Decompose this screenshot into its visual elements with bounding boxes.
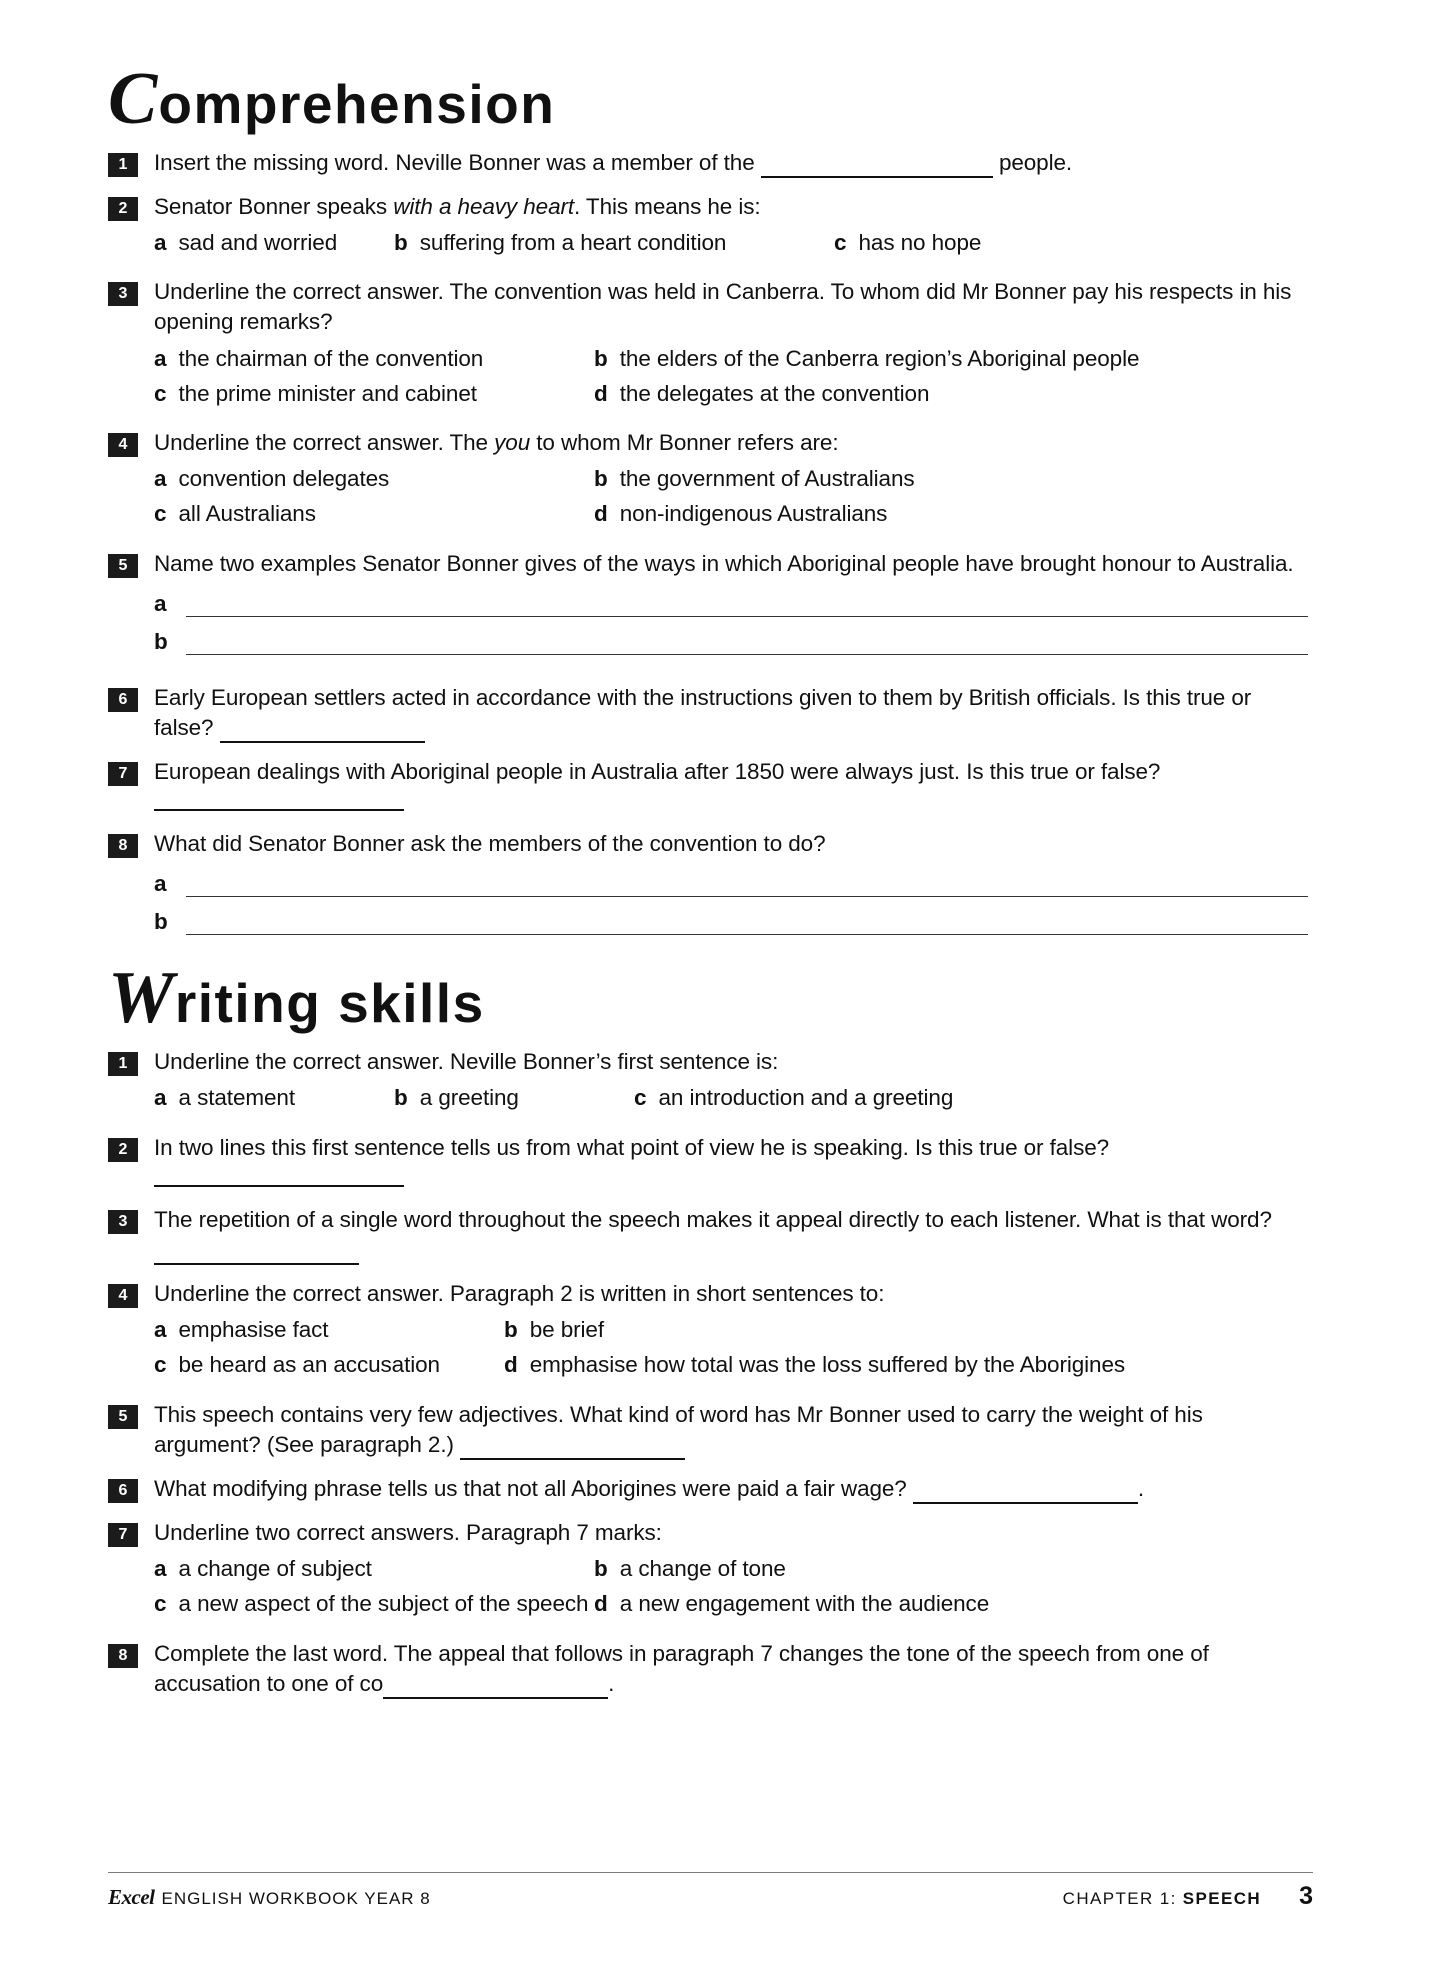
option-label: all Australians <box>178 501 316 527</box>
option-label: convention delegates <box>178 466 390 492</box>
option-label: be brief <box>529 1317 604 1343</box>
question-body <box>154 1133 1308 1191</box>
option-row <box>154 228 1308 257</box>
option-b[interactable] <box>504 1315 604 1344</box>
question-item <box>108 1639 1308 1699</box>
option-b[interactable] <box>594 464 915 493</box>
question-text <box>154 428 1308 458</box>
option-label: a new engagement with the audience <box>619 1591 990 1617</box>
option-letter: a <box>154 466 167 492</box>
option-row <box>154 499 1308 528</box>
option-letter: d <box>594 380 608 406</box>
option-row <box>154 1083 1308 1112</box>
answer-line <box>154 629 1308 655</box>
option-label: the chairman of the convention <box>178 345 484 371</box>
question-body <box>154 1205 1308 1265</box>
option-c[interactable] <box>154 1589 594 1618</box>
option-row <box>154 1315 1308 1344</box>
answer-rule[interactable] <box>186 634 1308 655</box>
question-item <box>108 277 1308 414</box>
question-item <box>108 1518 1308 1625</box>
question-number: 3 <box>108 1210 138 1234</box>
question-text-before: Complete the last word. The appeal that follows in paragraph 7 changes the tone of the speech from one of accusation to one of co <box>154 1640 1209 1696</box>
question-text-before: What modifying phrase tells us that not all Aborigines were paid a fair wage? <box>154 1475 907 1501</box>
question-text-before: Early European settlers acted in accordance with the instructions given to them by British officials. Is this true or false? <box>154 684 1252 740</box>
option-label: suffering from a heart condition <box>419 230 727 256</box>
question-text-italic: with a heavy heart <box>393 193 575 219</box>
question-text: What did Senator Bonner ask the members of the convention to do? <box>154 831 826 857</box>
option-label: a change of tone <box>619 1556 786 1582</box>
question-text-after: . <box>1137 1475 1145 1501</box>
section-heading-writing-skills <box>108 957 1308 1040</box>
footer-content <box>108 1882 1313 1911</box>
option-label: be heard as an accusation <box>178 1352 440 1378</box>
option-c[interactable] <box>154 379 594 408</box>
question-text-before: Senator Bonner speaks <box>154 193 388 219</box>
question-body <box>154 1639 1308 1699</box>
option-b[interactable] <box>594 344 1139 373</box>
question-body <box>154 277 1308 414</box>
option-a[interactable] <box>154 1083 394 1112</box>
question-number: 8 <box>108 1644 138 1668</box>
option-row <box>154 344 1308 373</box>
book-title: ENGLISH WORKBOOK YEAR 8 <box>161 1889 431 1908</box>
question-body <box>154 148 1308 178</box>
page-footer <box>108 1872 1313 1911</box>
question-number: 4 <box>108 1284 138 1308</box>
option-group <box>154 1315 1308 1380</box>
option-d[interactable] <box>594 1589 989 1618</box>
question-item <box>108 549 1308 655</box>
option-letter: b <box>504 1317 518 1343</box>
fill-in-blank[interactable] <box>383 1677 608 1699</box>
option-letter: a <box>154 1556 167 1582</box>
option-label: the prime minister and cabinet <box>178 380 477 406</box>
question-item <box>108 1279 1308 1386</box>
question-text-after: . <box>608 1670 615 1696</box>
question-text-after: . This means he is: <box>574 193 761 219</box>
option-c[interactable] <box>834 228 981 257</box>
answer-letter: a <box>154 871 167 897</box>
option-d[interactable] <box>594 379 929 408</box>
question-body <box>154 1400 1308 1460</box>
option-group <box>154 228 1308 257</box>
question-text <box>154 1400 1308 1460</box>
option-letter: c <box>154 1591 167 1617</box>
option-label: non-indigenous Australians <box>619 501 888 527</box>
answer-rule[interactable] <box>186 914 1308 935</box>
drop-cap-w: W <box>108 957 174 1040</box>
question-text: European dealings with Aboriginal people in Australia after 1850 were always just. Is this true or false? <box>154 759 1161 785</box>
question-item <box>108 829 1308 935</box>
option-letter: b <box>594 1556 608 1582</box>
option-letter: d <box>594 1591 608 1617</box>
option-label: a greeting <box>419 1085 519 1111</box>
answer-rule[interactable] <box>154 1179 404 1187</box>
option-letter: b <box>594 345 608 371</box>
question-body <box>154 757 1308 815</box>
option-label: emphasise fact <box>178 1317 329 1343</box>
option-letter: d <box>504 1352 518 1378</box>
question-text-before: Insert the missing word. Neville Bonner was a member of the <box>154 149 755 175</box>
question-text: Underline the correct answer. Paragraph 2 is written in short sentences to: <box>154 1280 885 1306</box>
option-group <box>154 464 1308 529</box>
footer-left <box>108 1885 431 1910</box>
question-text-after: people. <box>998 149 1073 175</box>
option-b[interactable] <box>594 1554 786 1583</box>
question-number: 6 <box>108 688 138 712</box>
footer-divider <box>108 1872 1313 1873</box>
answer-rule[interactable] <box>186 876 1308 897</box>
page-number: 3 <box>1299 1882 1313 1910</box>
option-c[interactable] <box>634 1083 953 1112</box>
spacer <box>108 669 1308 683</box>
section-heading-rest: riting skills <box>174 972 485 1035</box>
option-label: the delegates at the convention <box>619 380 930 406</box>
option-a[interactable] <box>154 344 594 373</box>
answer-line <box>154 591 1308 617</box>
question-body <box>154 1474 1308 1504</box>
question-number: 5 <box>108 1405 138 1429</box>
question-body <box>154 829 1308 935</box>
question-number: 1 <box>108 153 138 177</box>
question-body <box>154 428 1308 535</box>
question-text <box>154 1639 1308 1699</box>
option-label: the government of Australians <box>619 466 915 492</box>
question-number: 8 <box>108 834 138 858</box>
question-item <box>108 148 1308 178</box>
question-item <box>108 1474 1308 1504</box>
option-label: sad and worried <box>178 230 338 256</box>
question-text: Underline two correct answers. Paragraph 7 marks: <box>154 1520 662 1546</box>
question-number: 5 <box>108 554 138 578</box>
option-group <box>154 1554 1308 1619</box>
question-number: 2 <box>108 1138 138 1162</box>
option-row <box>154 464 1308 493</box>
option-letter: a <box>154 230 167 256</box>
brand-logo: Excel <box>108 1885 155 1909</box>
option-row <box>154 379 1308 408</box>
option-label: an introduction and a greeting <box>658 1085 954 1111</box>
question-text <box>154 148 1308 178</box>
question-text <box>154 192 1308 222</box>
question-item <box>108 428 1308 535</box>
question-item <box>108 757 1308 815</box>
question-number: 1 <box>108 1052 138 1076</box>
question-item <box>108 1400 1308 1460</box>
answer-line <box>154 871 1308 897</box>
question-item <box>108 683 1308 743</box>
question-body <box>154 192 1308 263</box>
question-body <box>154 1279 1308 1386</box>
option-row <box>154 1589 1308 1618</box>
answer-letter: b <box>154 909 168 935</box>
question-number: 6 <box>108 1479 138 1503</box>
option-label: has no hope <box>858 230 982 256</box>
option-letter: c <box>154 501 167 527</box>
page-content <box>108 58 1308 1713</box>
answer-rule[interactable] <box>186 596 1308 617</box>
chapter-label: CHAPTER 1: <box>1062 1889 1177 1908</box>
question-text: Underline the correct answer. Neville Bonner’s first sentence is: <box>154 1049 779 1075</box>
question-text: In two lines this first sentence tells us from what point of view he is speaking. Is this true or false? <box>154 1134 1110 1160</box>
section-heading-rest: omprehension <box>158 73 556 135</box>
question-text: Name two examples Senator Bonner gives of the ways in which Aboriginal people have brought honour to Australia. <box>154 550 1294 576</box>
question-text <box>154 1205 1308 1265</box>
question-number: 3 <box>108 282 138 306</box>
option-letter: c <box>634 1085 647 1111</box>
option-label: the elders of the Canberra region’s Aboriginal people <box>619 345 1140 371</box>
question-number: 7 <box>108 1523 138 1547</box>
fill-in-blank[interactable] <box>220 721 425 743</box>
question-body <box>154 683 1308 743</box>
fill-in-blank[interactable] <box>761 156 993 178</box>
fill-in-blank[interactable] <box>460 1438 685 1460</box>
question-item <box>108 192 1308 263</box>
option-letter: b <box>394 230 408 256</box>
question-item <box>108 1133 1308 1191</box>
question-number: 4 <box>108 433 138 457</box>
question-body <box>154 1047 1308 1118</box>
option-d[interactable] <box>504 1350 1125 1379</box>
option-label: a new aspect of the subject of the speech <box>178 1591 589 1617</box>
question-text-italic: you <box>494 430 531 456</box>
option-group <box>154 1083 1308 1112</box>
answer-rule[interactable] <box>154 803 404 811</box>
fill-in-blank[interactable] <box>913 1482 1138 1504</box>
question-item <box>108 1205 1308 1265</box>
chapter-name: SPEECH <box>1182 1889 1262 1908</box>
answer-letter: b <box>154 628 168 654</box>
question-text-before: The repetition of a single word throughout the speech makes it appeal directly to each listener. What is that word? <box>154 1206 1272 1232</box>
option-a[interactable] <box>154 1315 504 1344</box>
option-b[interactable] <box>394 1083 634 1112</box>
option-c[interactable] <box>154 1350 504 1379</box>
section-heading-comprehension <box>108 58 1308 140</box>
question-text <box>154 683 1308 743</box>
question-body <box>154 1518 1308 1625</box>
option-row <box>154 1350 1308 1379</box>
option-letter: a <box>154 1085 167 1111</box>
drop-cap-c: C <box>108 58 158 140</box>
option-label: a change of subject <box>178 1556 372 1582</box>
option-letter: c <box>834 230 847 256</box>
option-c[interactable] <box>154 499 594 528</box>
option-d[interactable] <box>594 499 887 528</box>
answer-letter: a <box>154 590 167 616</box>
question-text: Underline the correct answer. The convention was held in Canberra. To whom did Mr Bonner pay his respects in his opening remarks? <box>154 279 1292 335</box>
option-label: emphasise how total was the loss suffered by the Aborigines <box>529 1352 1126 1378</box>
question-number: 2 <box>108 197 138 221</box>
footer-right <box>1063 1882 1313 1911</box>
question-text-before: Underline the correct answer. The <box>154 430 488 456</box>
answer-line <box>154 909 1308 935</box>
option-letter: b <box>394 1085 408 1111</box>
option-letter: a <box>154 1317 167 1343</box>
question-text-after: to whom Mr Bonner refers are: <box>530 430 839 456</box>
option-letter: b <box>594 466 608 492</box>
question-text-before: This speech contains very few adjectives. What kind of word has Mr Bonner used to carry the weight of his argument? (See paragraph 2.) <box>154 1401 1203 1457</box>
option-letter: a <box>154 345 167 371</box>
question-item <box>108 1047 1308 1118</box>
option-b[interactable] <box>394 228 834 257</box>
option-letter: c <box>154 380 167 406</box>
question-body <box>154 549 1308 655</box>
option-label: a statement <box>178 1085 295 1111</box>
option-group <box>154 344 1308 409</box>
option-a[interactable] <box>154 464 594 493</box>
option-letter: c <box>154 1352 167 1378</box>
option-a[interactable] <box>154 1554 594 1583</box>
option-a[interactable] <box>154 228 394 257</box>
option-row <box>154 1554 1308 1583</box>
fill-in-blank[interactable] <box>154 1243 359 1265</box>
question-number: 7 <box>108 762 138 786</box>
option-letter: d <box>594 501 608 527</box>
question-text <box>154 1474 1308 1504</box>
